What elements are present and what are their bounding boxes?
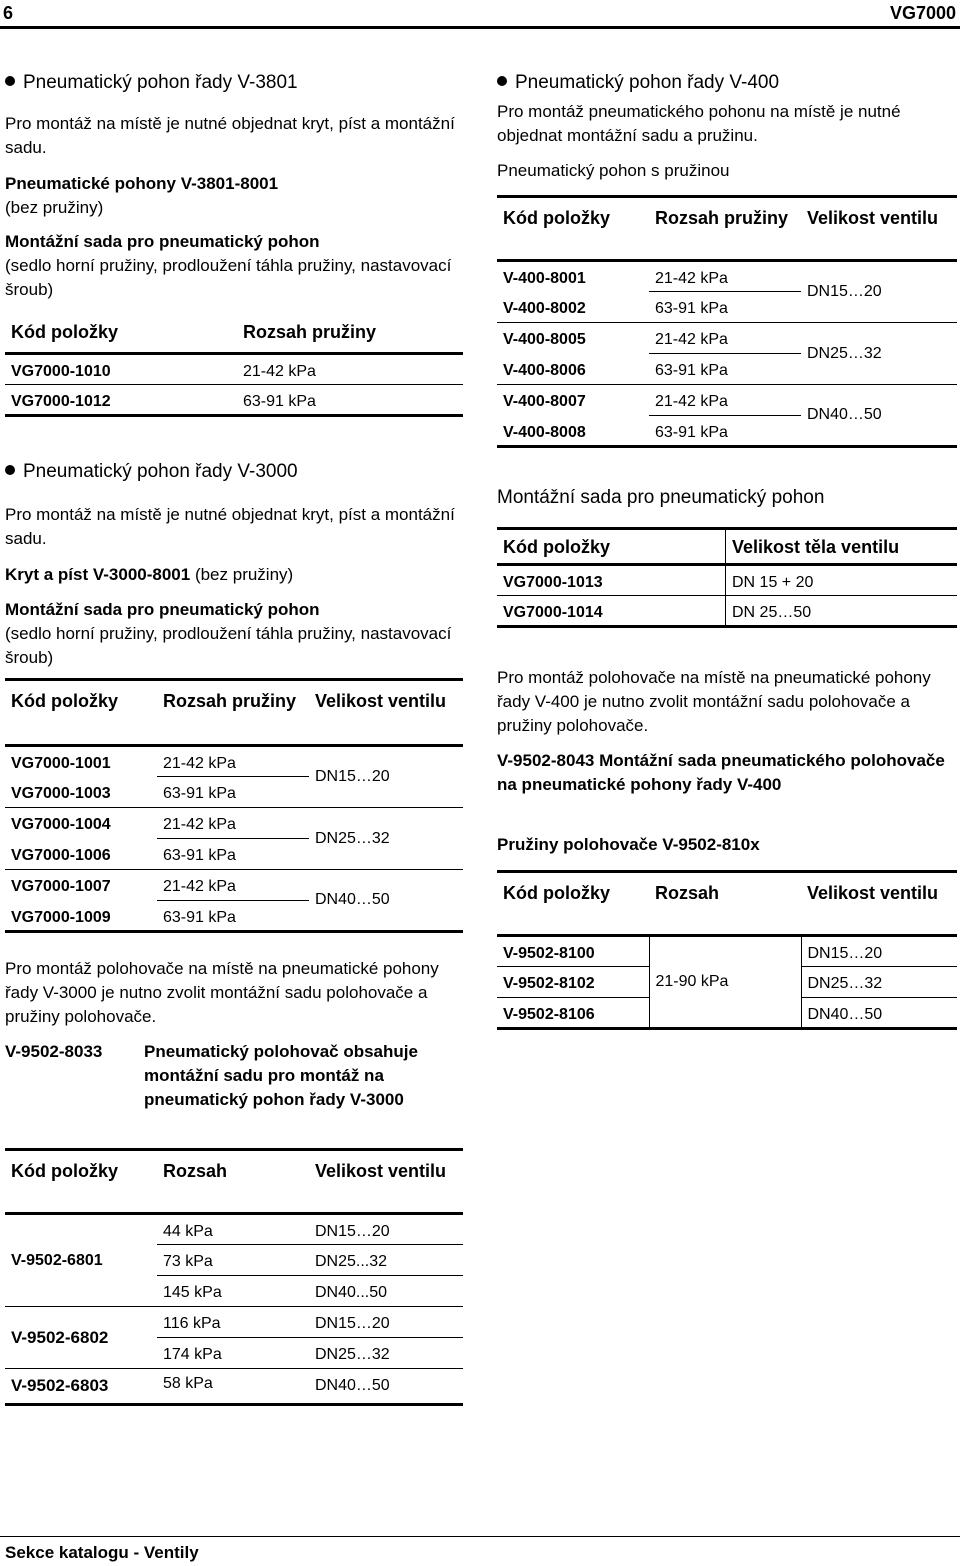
table-cell-size: DN40…50 — [801, 998, 957, 1029]
positioner-springs-title: Pružiny polohovače V-9502-810x — [497, 835, 760, 854]
positioner-kit-v400: V-9502-8043 Montážní sada pneumatického polohovače na pneumatické pohony řady V-400 — [497, 751, 945, 794]
table-cell-code: VG7000-1009 — [5, 901, 157, 932]
table-positioner-springs-v400 — [497, 870, 957, 1030]
table-cell-code: VG7000-1014 — [497, 596, 726, 627]
table-cell-size: DN25…32 — [801, 323, 957, 385]
table-cell-range: 21-42 kPa — [649, 385, 801, 416]
note-v3801: Pro montáž na místě je nutné objednat kryt, píst a montážní sadu. — [5, 114, 455, 157]
footer-text: Sekce katalogu - Ventily — [5, 1543, 199, 1562]
page-number: 6 — [3, 3, 14, 23]
table-cell-code: V-9502-6803 — [5, 1369, 157, 1405]
table-v400-mounting-kits — [497, 527, 957, 628]
table-cell-size: DN25…32 — [801, 967, 957, 998]
brand-title: VG7000 — [889, 3, 956, 23]
table-cell-code: V-400-8007 — [503, 393, 586, 410]
note-v3000: Pro montáž na místě je nutné objednat kryt, píst a montážní sadu. — [5, 505, 455, 548]
col-header-range: Rozsah pružiny — [649, 197, 801, 261]
col-header-size: Velikost ventilu — [801, 197, 957, 261]
col-header-size: Velikost ventilu — [309, 680, 463, 746]
table-cell-range: 174 kPa — [157, 1338, 309, 1369]
table-cell-size: DN15…20 — [309, 1307, 463, 1338]
table-cell-size: DN40…50 — [801, 385, 957, 447]
positioner-note-v400: Pro montáž polohovače na místě na pneumatické pohony řady V-400 je nutno zvolit montážní sadu polohovače a pružiny polohovače. — [497, 668, 931, 735]
col-header-code: Kód položky — [497, 197, 649, 261]
col-header-code: Kód položky — [497, 872, 649, 936]
table-cell-range: 145 kPa — [157, 1276, 309, 1307]
section-title-v400: Pneumatický pohon řady V-400 — [497, 71, 779, 95]
table-cell-size: DN25…32 — [309, 1338, 463, 1369]
table-cell-range: 21-42 kPa — [157, 746, 309, 777]
table-cell-size: DN 25…50 — [726, 596, 958, 627]
table-cell-code: V-400-8006 — [497, 354, 649, 385]
table-cell-range: 21-42 kPa — [649, 261, 801, 292]
table-cell-range: 21-42 kPa — [237, 353, 463, 384]
table-cell-size: DN25...32 — [309, 1245, 463, 1276]
col-header-code: Kód položky — [497, 529, 726, 565]
table-cell-size: DN15…20 — [309, 1214, 463, 1245]
table-cell-code: VG7000-1003 — [5, 777, 157, 808]
table-cell-range: 63-91 kPa — [649, 292, 801, 323]
col-header-code: Kód položky — [5, 1150, 157, 1214]
table-cell-range: 63-91 kPa — [157, 839, 309, 870]
table-v3000-kits — [5, 678, 463, 933]
table-cell-code: V-400-8002 — [497, 292, 649, 323]
table-cell-range: 63-91 kPa — [157, 777, 309, 808]
paragraph-v3000-cover: Kryt a píst V-3000-8001 (bez pružiny) — [5, 565, 294, 584]
section-title-v3801: Pneumatický pohon řady V-3801 — [5, 71, 298, 95]
table-cell-range: 116 kPa — [157, 1307, 309, 1338]
col-header-range: Rozsah pružiny — [237, 320, 463, 353]
table-v400-actuators — [497, 195, 957, 448]
note-v400: Pro montáž pneumatického pohonu na místě je nutné objednat montážní sadu a pružinu. — [497, 102, 901, 145]
table-cell-code: VG7000-1013 — [497, 565, 726, 596]
table-cell-code: V-9502-6802 — [5, 1307, 157, 1369]
table-v3801-kits — [5, 320, 463, 417]
page-header — [0, 0, 960, 28]
table-cell-code: V-400-8005 — [503, 331, 586, 348]
table-cell-size: DN40…50 — [309, 870, 463, 932]
table-cell-code: V-9502-6801 — [5, 1214, 157, 1307]
table-cell-size: DN 15 + 20 — [726, 565, 958, 596]
table-cell-range: 44 kPa — [157, 1214, 309, 1245]
table-cell-size: DN15…20 — [801, 936, 957, 967]
table-cell-size: DN25…32 — [309, 808, 463, 870]
section-title-mounting-kit: Montážní sada pro pneumatický pohon — [497, 487, 825, 508]
paragraph-v3801-kit: Montážní sada pro pneumatický pohon (sedlo horní pružiny, prodloužení táhla pružiny, nastavovací šroub) — [5, 232, 452, 299]
footer-divider — [0, 1536, 960, 1537]
table-cell-code: VG7000-1004 — [11, 816, 111, 833]
paragraph-v3000-kit: Montážní sada pro pneumatický pohon (sedlo horní pružiny, prodloužení táhla pružiny, nastavovací šroub) — [5, 600, 452, 667]
table-cell-range: 73 kPa — [157, 1245, 309, 1276]
table-cell-code: VG7000-1012 — [5, 384, 237, 415]
col-header-body-size: Velikost těla ventilu — [726, 529, 958, 565]
paragraph-v3801-actuators: Pneumatické pohony V-3801-8001 (bez pružiny) — [5, 174, 279, 217]
table-cell-range: 58 kPa — [157, 1369, 309, 1405]
col-header-size: Velikost ventilu — [801, 872, 957, 936]
col-header-range: Rozsah pružiny — [157, 680, 309, 746]
table-cell-range: 21-42 kPa — [157, 870, 309, 901]
positioner-description: Pneumatický polohovač obsahuje montážní sadu pro montáž na pneumatický pohon řady V-3000 — [144, 1042, 418, 1109]
col-header-size: Velikost ventilu — [309, 1150, 463, 1214]
table-cell-code: V-9502-8106 — [497, 998, 649, 1029]
table-cell-size: DN15…20 — [801, 261, 957, 323]
bullet-icon — [5, 76, 15, 86]
section-title-v3000: Pneumatický pohon řady V-3000 — [5, 460, 298, 484]
table-cell-size: DN40…50 — [309, 1369, 463, 1405]
table-positioner-springs-v3000 — [5, 1148, 463, 1406]
table-cell-code: VG7000-1010 — [5, 353, 237, 384]
table-cell-range: 63-91 kPa — [649, 416, 801, 447]
table-cell-code: VG7000-1001 — [11, 755, 111, 772]
col-header-code: Kód položky — [5, 320, 237, 353]
table-cell-range: 21-42 kPa — [157, 808, 309, 839]
table-cell-code: VG7000-1006 — [5, 839, 157, 870]
table-cell-range: 21-90 kPa — [649, 936, 801, 1029]
table-cell-range: 63-91 kPa — [237, 384, 463, 415]
col-header-range: Rozsah — [157, 1150, 309, 1214]
table-cell-size: DN15…20 — [309, 746, 463, 808]
bullet-icon — [497, 76, 507, 86]
table-cell-code: V-400-8008 — [497, 416, 649, 447]
positioner-code: V-9502-8033 — [5, 1042, 103, 1061]
col-header-range: Rozsah — [649, 872, 801, 936]
positioner-note-v3000: Pro montáž polohovače na místě na pneumatické pohony řady V-3000 je nutno zvolit montážní sadu polohovače a pružiny polohovače. — [5, 959, 439, 1026]
table-cell-code: V-9502-8100 — [497, 936, 649, 967]
table-cell-range: 63-91 kPa — [157, 901, 309, 932]
col-header-code: Kód položky — [5, 680, 157, 746]
bullet-icon — [5, 465, 15, 475]
table-cell-code: VG7000-1007 — [11, 878, 111, 895]
table-cell-range: 63-91 kPa — [649, 354, 801, 385]
table-cell-code: V-400-8001 — [503, 270, 586, 287]
table-cell-size: DN40...50 — [309, 1276, 463, 1307]
table-cell-code: V-9502-8102 — [497, 967, 649, 998]
header-divider — [0, 26, 960, 29]
subtitle-v400-spring: Pneumatický pohon s pružinou — [497, 161, 730, 180]
table-cell-range: 21-42 kPa — [649, 323, 801, 354]
